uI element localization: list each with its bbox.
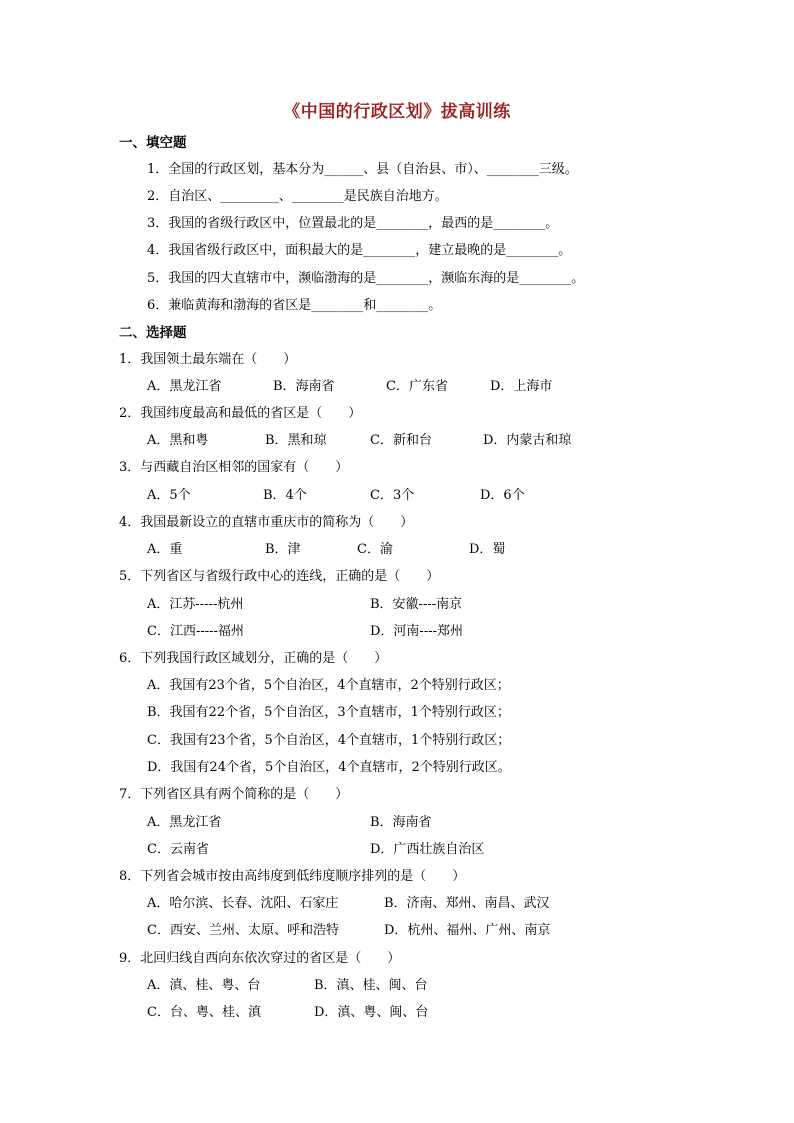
fill-in-item: 2．自治区、_________、________是民族自治地方。 (147, 189, 448, 204)
option-c: C．江西-----福州 (147, 624, 244, 639)
question-text: 3．与西藏自治区相邻的国家有（ ） (119, 460, 349, 475)
fill-in-item: 6．兼临黄海和渤海的省区是________和________。 (147, 298, 442, 313)
fill-in-item: 1．全国的行政区划，基本分为______、县（自治县、市）、________三级。 (147, 162, 578, 177)
option-b: B．4个 (263, 488, 307, 503)
option-c: C．新和台 (370, 433, 432, 448)
option-b: B．津 (265, 542, 301, 557)
option-c: C．我国有23个省，5个自治区，4个直辖市，1个特别行政区； (147, 733, 511, 748)
option-c: C．渝 (357, 542, 393, 557)
option-b: B．海南省 (273, 379, 335, 394)
question-text: 6．下列我国行政区域划分，正确的是（ ） (119, 651, 388, 666)
option-d: D．上海市 (490, 379, 553, 394)
option-a: A．我国有23个省，5个自治区，4个直辖市，2个特别行政区； (147, 678, 510, 693)
option-d: D．滇、粤、闽、台 (314, 1005, 429, 1020)
option-b: B．安徽----南京 (370, 597, 463, 612)
option-a: A．哈尔滨、长春、沈阳、石家庄 (147, 896, 339, 911)
option-a: A．滇、桂、粤、台 (147, 978, 261, 993)
section-heading-multiple-choice: 二、选择题 (119, 325, 187, 341)
option-c: C．台、粤、桂、滇 (147, 1005, 261, 1020)
option-c: C．广东省 (386, 379, 448, 394)
section-heading-fill-in: 一、填空题 (119, 135, 187, 151)
option-d: D．我国有24个省，5个自治区，4个直辖市，2个特别行政区。 (147, 760, 511, 775)
fill-in-item: 4．我国省级行政区中，面积最大的是________，建立最晚的是________。 (147, 243, 572, 258)
option-d: D．杭州、福州、广州、南京 (384, 923, 551, 938)
question-text: 7．下列省区具有两个简称的是（ ） (119, 787, 349, 802)
option-d: D．6个 (480, 488, 525, 503)
question-text: 4．我国最新设立的直辖市重庆市的简称为（ ） (119, 515, 414, 530)
option-c: C．西安、兰州、太原、呼和浩特 (147, 923, 339, 938)
option-a: A．黑和粤 (147, 433, 209, 448)
option-b: B．滇、桂、闽、台 (314, 978, 428, 993)
option-a: A．黑龙江省 (147, 379, 222, 394)
option-b: B．黑和琼 (265, 433, 327, 448)
option-c: C．3个 (370, 488, 415, 503)
option-b: B．我国有22个省，5个自治区，3个直辖市，1个特别行政区； (147, 705, 510, 720)
option-a: A．黑龙江省 (147, 815, 222, 830)
question-text: 8．下列省会城市按由高纬度到低纬度顺序排列的是（ ） (119, 869, 466, 884)
option-a: A．5个 (147, 488, 191, 503)
option-d: D．内蒙古和琼 (483, 433, 572, 448)
question-text: 9．北回归线自西向东依次穿过的省区是（ ） (119, 951, 401, 966)
option-b: B．济南、郑州、南昌、武汉 (384, 896, 550, 911)
question-text: 1．我国领土最东端在（ ） (119, 352, 297, 367)
option-d: D．蜀 (469, 542, 506, 557)
option-a: A．江苏-----杭州 (147, 597, 244, 612)
option-a: A．重 (147, 542, 183, 557)
option-b: B．海南省 (370, 815, 432, 830)
page-title: 《中国的行政区划》拔高训练 (283, 102, 511, 122)
question-text: 2．我国纬度最高和最低的省区是（ ） (119, 406, 362, 421)
question-text: 5．下列省区与省级行政中心的连线，正确的是（ ） (119, 569, 440, 584)
option-c: C．云南省 (147, 842, 209, 857)
fill-in-item: 5．我国的四大直辖市中，濒临渤海的是________，濒临东海的是________。 (147, 271, 585, 286)
option-d: D．广西壮族自治区 (370, 842, 485, 857)
option-d: D．河南----郑州 (370, 624, 463, 639)
fill-in-item: 3．我国的省级行政区中，位置最北的是________，最西的是________。 (147, 216, 559, 231)
